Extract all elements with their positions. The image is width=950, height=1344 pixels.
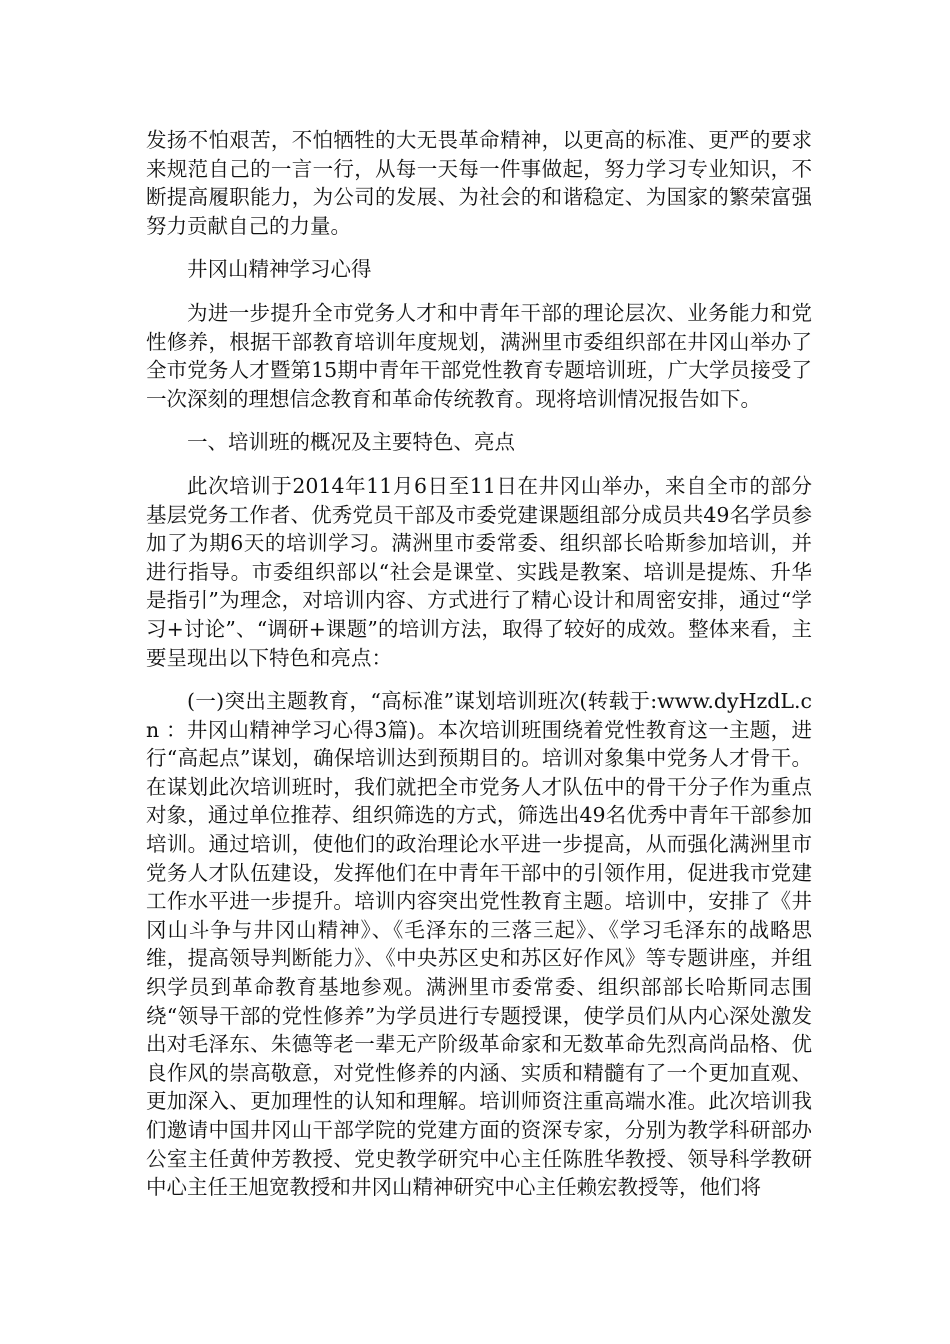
section-heading: 一、培训班的概况及主要特色、亮点 xyxy=(187,430,515,455)
document-page xyxy=(146,126,812,1217)
paragraph-intro: 为进一步提升全市党务人才和中青年干部的理论层次、业务能力和党性修养，根据干部教育培训年度规划，满洲里市委组织部在井冈山举办了全市党务人才暨第15期中青年干部党性教育专题培训班，广大学员接受了一次深刻的理想信念教育和革命传统教育。现将培训情况报告如下。 xyxy=(146,300,812,411)
section-title: 井冈山精神学习心得 xyxy=(187,257,372,282)
paragraph-continuation: 发扬不怕艰苦，不怕牺牲的大无畏革命精神，以更高的标准、更严的要求来规范自己的一言一行，从每一天每一件事做起，努力学习专业知识，不断提高履职能力，为公司的发展、为社会的和谐稳定、为国家的繁荣富强努力贡献自己的力量。 xyxy=(146,128,812,238)
paragraph-feature-one: (一)突出主题教育，“高标准”谋划培训班次(转载于:www.dyHzdL.cn ：井冈山精神学习心得3篇)。本次培训班围绕着党性教育这一主题，进行“高起点”谋划，确保培训达到预期目的。培训对象集中党务人才骨干。在谋划此次培训班时，我们就把全市党务人才队伍中的骨干分子作为重点对象，通过单位推荐、组织筛选的方式，筛选出49名优秀中青年干部参加培训。通过培训，使他们的政治理论水平进一步提高，从而强化满洲里市党务人才队伍建设，发挥他们在中青年干部中的引领作用，促进我市党建工作水平进一步提升。培训内容突出党性教育主题。培训中，安排了《井冈山斗争与井冈山精神》、《毛泽东的三落三起》、《学习毛泽东的战略思维，提高领导判断能力》、《中央苏区史和苏区好作风》等专题讲座，并组织学员到革命教育基地参观。满洲里市委常委、组织部部长哈斯同志围绕“领导干部的党性修养”为学员进行专题授课，使学员们从内心深处激发出对毛泽东、朱德等老一辈无产阶级革命家和无数革命先烈高尚品格、优良作风的崇高敬意，对党性修养的内涵、实质和精髓有了一个更加直观、更加深入、更加理性的认知和理解。培训师资注重高端水准。此次培训我们邀请中国井冈山干部学院的党建方面的资深专家，分别为教学科研部办公室主任黄仲芳教授、党史教学研究中心主任陈胜华教授、领导科学教研中心主任王旭宽教授和井冈山精神研究中心主任赖宏教授等，他们将 xyxy=(146,689,812,1200)
paragraph-overview: 此次培训于2014年11月6日至11日在井冈山举办，来自全市的部分基层党务工作者、优秀党员干部及市委党建课题组部分成员共49名学员参加了为期6天的培训学习。满洲里市委常委、组织部长哈斯参加培训，并进行指导。市委组织部以“社会是课堂、实践是教案、培训是提炼、升华是指引”为理念，对培训内容、方式进行了精心设计和周密安排，通过“学习+讨论”、“调研+课题”的培训方法，取得了较好的成效。整体来看，主要呈现出以下特色和亮点： xyxy=(146,473,812,670)
